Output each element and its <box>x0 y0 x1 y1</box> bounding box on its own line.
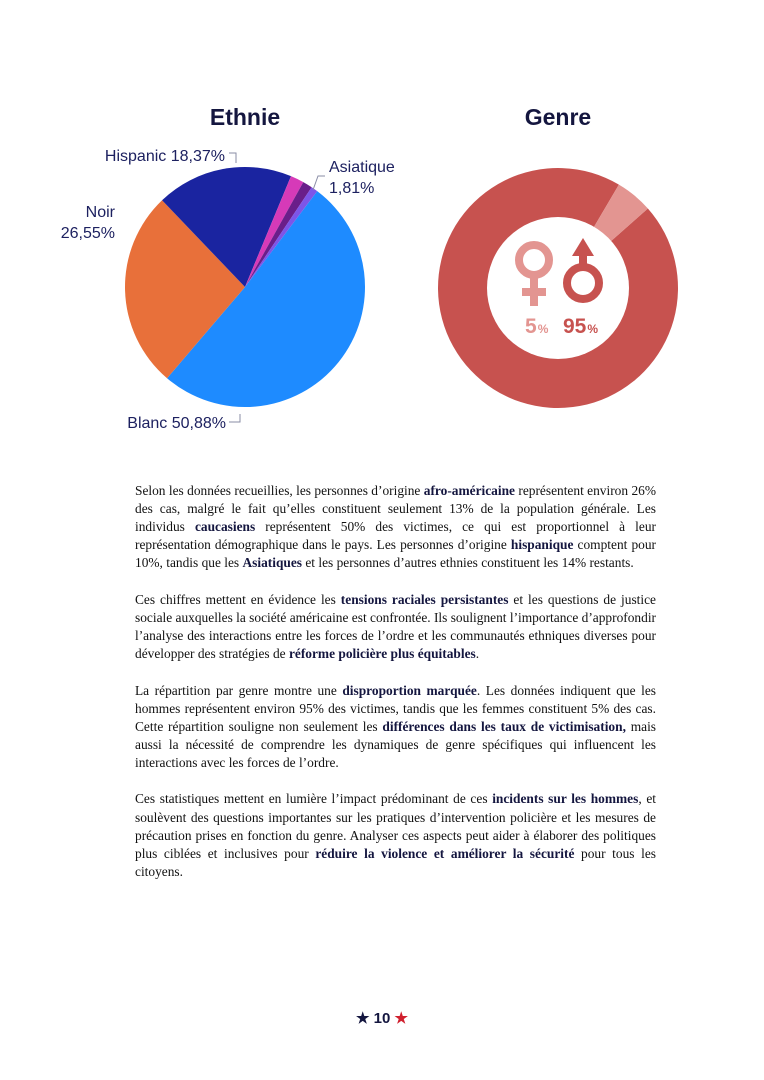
bold-text: caucasiens <box>194 519 256 535</box>
body-text <box>135 482 656 899</box>
slice-label-hispanic: Hispanic 18,37% <box>104 148 225 165</box>
genre-chart-title: Genre <box>524 104 592 130</box>
paragraph <box>135 591 656 663</box>
slice-label-asiatique-name: Asiatique <box>329 159 395 176</box>
text-run: et les personnes d’autres ethnies constituent les 14% restants. <box>302 555 634 571</box>
bold-text: afro-américaine <box>423 483 515 498</box>
bold-text: incidents sur les hommes <box>492 791 639 807</box>
paragraph <box>135 790 656 880</box>
text-run: Ces chiffres mettent en évidence les <box>135 591 341 607</box>
bold-text: hispanique <box>510 537 574 553</box>
slice-label-noir-name: Noir <box>85 204 115 221</box>
slice-label-blanc: Blanc 50,88% <box>127 415 226 432</box>
text-run: et les questions de justice sociale auxquelles la société américaine est confrontée. Ils soulignent l’importance d’approfondir l’analyse des interactions entre les forces de l’ordre et les communautés ethniques diverses pour développer des stratégies de <box>135 591 656 662</box>
page-number: 10 <box>373 1010 391 1027</box>
bold-text: Asiatiques <box>242 555 303 571</box>
text-run: , et soulèvent des questions importantes sur les pratiques d’intervention policière et les mesures de précaution prises en fonction du genre. Analyser ces aspects peut aider à élaborer des politiques plus ciblées et inclusives pour <box>135 791 656 861</box>
text-run: . <box>475 646 480 662</box>
text-run: représentent environ 26% des cas, malgré le fait qu’elles constituent seulement 13% de la population générale. Les individus <box>135 483 656 535</box>
ethnie-chart-title: Ethnie <box>209 104 281 130</box>
text-run: mais aussi la nécessité de comprendre les dynamiques de genre spécifiques qui influencent les interactions avec les forces de l’ordre. <box>135 718 657 770</box>
text-run: Ces statistiques mettent en lumière l’impact prédominant de ces <box>135 791 493 807</box>
page-footer <box>0 1009 764 1027</box>
text-run: Selon les données recueillies, les personnes d’origine <box>135 483 424 498</box>
text-run: représentent 50% des victimes, ce qui est proportionnel à leur représentation démographique dans le pays. Les personnes d’origine <box>135 519 657 553</box>
bold-text: tensions raciales persistantes <box>340 591 509 607</box>
bold-text: disproportion marquée <box>342 682 477 698</box>
paragraph <box>135 682 656 772</box>
male-percent-unit: % <box>587 322 599 336</box>
ethnie-pie-chart <box>125 167 365 407</box>
male-percent-value: 95 <box>563 315 587 338</box>
slice-label-asiatique-value: 1,81% <box>329 180 375 197</box>
slice-label-noir-value: 26,55% <box>60 225 115 242</box>
female-percent-value: 5 <box>525 315 537 338</box>
text-run: comptent pour 10%, tandis que les <box>135 537 656 571</box>
female-percent-unit: % <box>537 322 549 336</box>
bold-text: réduire la violence et améliorer la sécurité <box>315 845 575 861</box>
paragraph <box>135 482 656 572</box>
text-run: La répartition par genre montre une <box>135 682 343 698</box>
text-run: . Les données indiquent que les hommes représentent environ 95% des victimes, tandis que les femmes constituent 5% des cas. Cette répartition souligne non seulement les <box>135 682 657 734</box>
star-icon: ★ <box>394 1010 408 1027</box>
text-run: pour tous les citoyens. <box>135 845 656 879</box>
donut-hole <box>487 217 629 359</box>
bold-text: réforme policière plus équitables <box>288 646 476 662</box>
charts-canvas <box>0 0 764 460</box>
star-icon: ★ <box>356 1010 370 1027</box>
bold-text: différences dans les taux de victimisation, <box>382 718 626 734</box>
